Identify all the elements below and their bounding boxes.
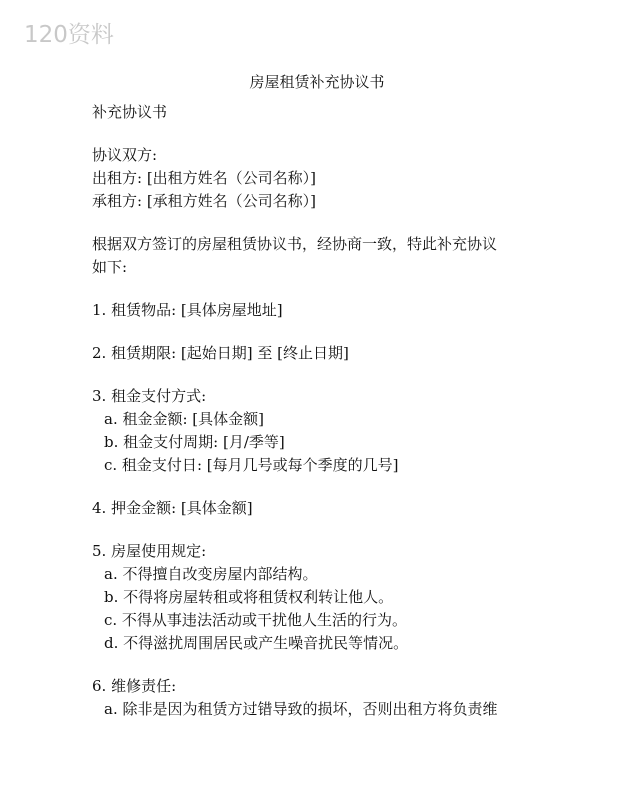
spacer xyxy=(92,365,542,385)
item-maintenance-heading: 6. 维修责任: xyxy=(92,677,177,695)
lessor-line: 出租方: [出租方姓名（公司名称）] xyxy=(92,169,317,187)
document-title: 房屋租赁补充协议书 xyxy=(249,73,385,91)
lessee-line: 承租方: [承租方姓名（公司名称）] xyxy=(92,192,317,210)
watermark-logo: 120资料 xyxy=(24,22,114,48)
usage-rule-line: c. 不得从事违法活动或干扰他人生活的行为。 xyxy=(104,611,407,629)
intro-line: 根据双方签订的房屋租赁协议书，经协商一致，特此补充协议 xyxy=(92,235,498,253)
spacer xyxy=(92,213,542,233)
spacer xyxy=(92,655,542,675)
document-page xyxy=(92,70,542,721)
rent-cycle-line: b. 租金支付周期: [月/季等] xyxy=(104,433,285,451)
usage-rule-line: b. 不得将房屋转租或将租赁权利转让他人。 xyxy=(104,588,394,606)
rent-amount-line: a. 租金金额: [具体金额] xyxy=(104,410,265,428)
rent-day-line: c. 租金支付日: [每月几号或每个季度的几号] xyxy=(104,456,399,474)
item-deposit: 4. 押金金额: [具体金额] xyxy=(92,499,253,517)
document-subtitle: 补充协议书 xyxy=(92,103,168,121)
spacer xyxy=(92,124,542,144)
spacer xyxy=(92,279,542,299)
item-usage-rules-heading: 5. 房屋使用规定: xyxy=(92,542,207,560)
parties-heading: 协议双方: xyxy=(92,146,158,164)
spacer xyxy=(92,322,542,342)
usage-rule-line: a. 不得擅自改变房屋内部结构。 xyxy=(104,565,318,583)
item-lease-object: 1. 租赁物品: [具体房屋地址] xyxy=(92,301,283,319)
spacer xyxy=(92,477,542,497)
item-rent-payment-heading: 3. 租金支付方式: xyxy=(92,387,207,405)
spacer xyxy=(92,520,542,540)
item-lease-term: 2. 租赁期限: [起始日期] 至 [终止日期] xyxy=(92,344,349,362)
usage-rule-line: d. 不得滋扰周围居民或产生噪音扰民等情况。 xyxy=(104,634,409,652)
maintenance-line: a. 除非是因为租赁方过错导致的损坏，否则出租方将负责维 xyxy=(104,700,498,718)
intro-line: 如下: xyxy=(92,258,128,276)
